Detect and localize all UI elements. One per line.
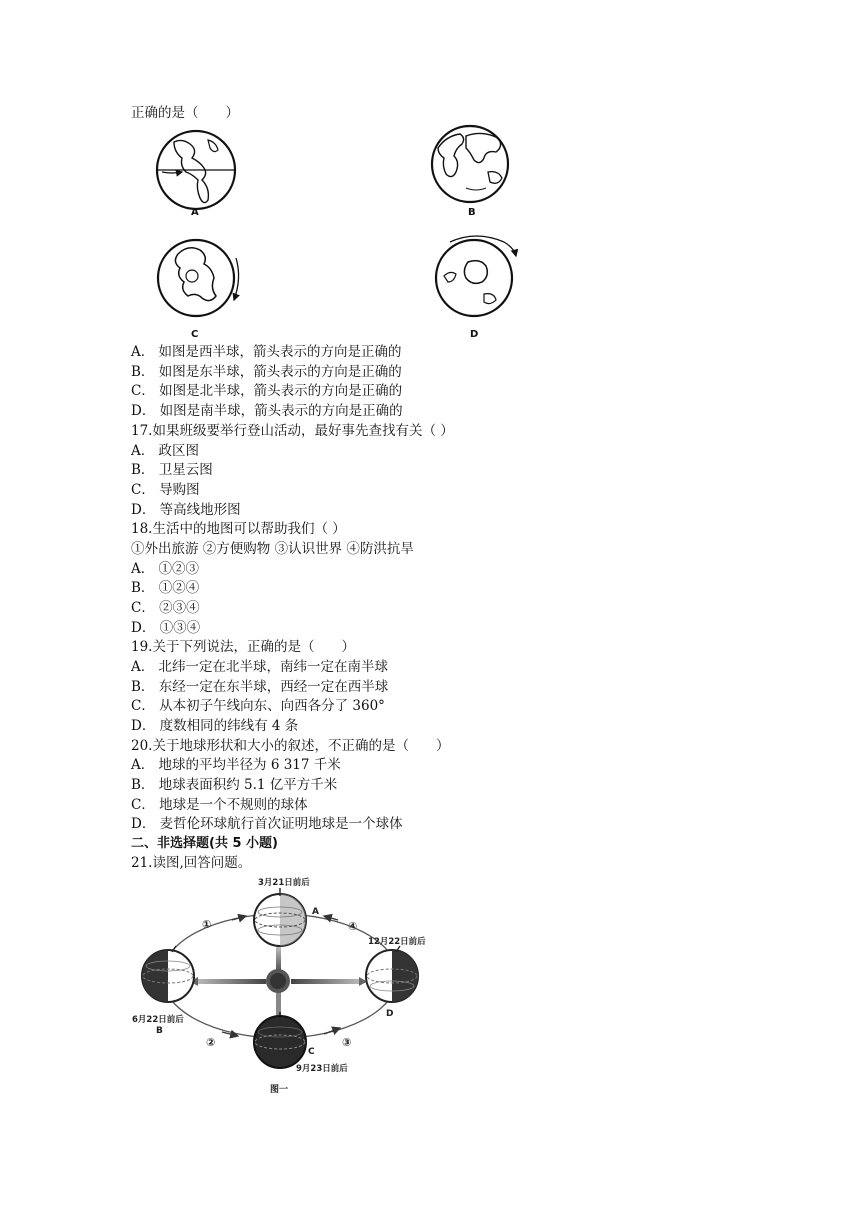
label-date-a: 3月21日前后 [258, 878, 310, 888]
q19-option-a: A． 北纬一定在北半球，南纬一定在南半球 [131, 659, 389, 675]
label-point-c: C [308, 1047, 315, 1057]
label-point-d: D [386, 1009, 394, 1019]
q16-option-b: B． 如图是东半球，箭头表示的方向是正确的 [131, 364, 402, 380]
q21-stem: 21.读图,回答问题。 [131, 855, 252, 871]
globe-label-a: A [191, 207, 199, 218]
label-point-a: A [312, 907, 319, 917]
q19-stem: 19.关于下列说法，正确的是（ ） [131, 639, 355, 655]
earth-c [254, 1012, 306, 1068]
sun-ray-left [196, 979, 266, 984]
q19-option-d: D． 度数相同的纬线有 4 条 [131, 718, 299, 734]
q16-option-a: A． 如图是西半球，箭头表示的方向是正确的 [131, 344, 402, 360]
label-point-b: B [156, 1026, 163, 1036]
earth-a [254, 888, 306, 946]
q17-option-b: B． 卫星云图 [131, 462, 213, 478]
sun-ray-right [291, 979, 361, 984]
q20-option-b: B． 地球表面积约 5.1 亿平方千米 [131, 777, 338, 793]
label-seg-2: ② [206, 1036, 216, 1049]
globe-figure-b [426, 122, 516, 214]
q17-option-c: C． 导购图 [131, 482, 200, 498]
orbit-figure [128, 872, 428, 1098]
q20-stem: 20.关于地球形状和大小的叙述，不正确的是（ ） [131, 738, 450, 754]
sun-ray-up [276, 944, 281, 970]
q19-option-c: C． 从本初子午线向东、向西各分了 360° [131, 698, 385, 714]
figure-caption: 图一 [270, 1085, 289, 1095]
globe-figure-d [428, 232, 522, 326]
q16-option-c: C． 如图是北半球，箭头表示的方向是正确的 [131, 383, 403, 399]
q17-option-d: D． 等高线地形图 [131, 502, 241, 518]
q17-option-a: A． 政区图 [131, 443, 200, 459]
earth-b [142, 946, 194, 1002]
label-seg-1: ① [202, 918, 212, 931]
globe-label-c: C [191, 329, 199, 340]
q20-option-c: C． 地球是一个不规则的球体 [131, 797, 308, 813]
q18-items: ①外出旅游 ②方便购物 ③认识世界 ④防洪抗旱 [131, 541, 414, 557]
globe-figure-c [152, 234, 244, 328]
earth-d [366, 946, 418, 1002]
q18-option-d: D． ①③④ [131, 620, 201, 636]
q18-stem: 18.生活中的地图可以帮助我们（ ） [131, 521, 346, 537]
q20-option-a: A． 地球的平均半径为 6 317 千米 [131, 757, 341, 773]
q18-option-a: A． ①②③ [131, 561, 200, 577]
section-title: 二、非选择题(共 5 小题) [131, 836, 278, 851]
label-date-b: 6月22日前后 [132, 1015, 184, 1025]
label-date-d: 12月22日前后 [368, 937, 426, 947]
globe-label-b: B [468, 207, 476, 218]
q17-stem: 17.如果班级要举行登山活动，最好事先查找有关（ ） [131, 423, 454, 439]
q16-stem: 正确的是（ ） [131, 105, 239, 121]
label-date-c: 9月23日前后 [296, 1064, 348, 1074]
label-seg-4: ④ [348, 920, 358, 933]
q16-option-d: D． 如图是南半球，箭头表示的方向是正确的 [131, 403, 403, 419]
q19-option-b: B． 东经一定在东半球，西经一定在西半球 [131, 679, 389, 695]
q18-option-b: B． ①②④ [131, 580, 200, 596]
q20-option-d: D． 麦哲伦环球航行首次证明地球是一个球体 [131, 816, 403, 832]
globe-label-d: D [470, 329, 479, 340]
q18-option-c: C． ②③④ [131, 600, 200, 616]
label-seg-3: ③ [342, 1036, 352, 1049]
